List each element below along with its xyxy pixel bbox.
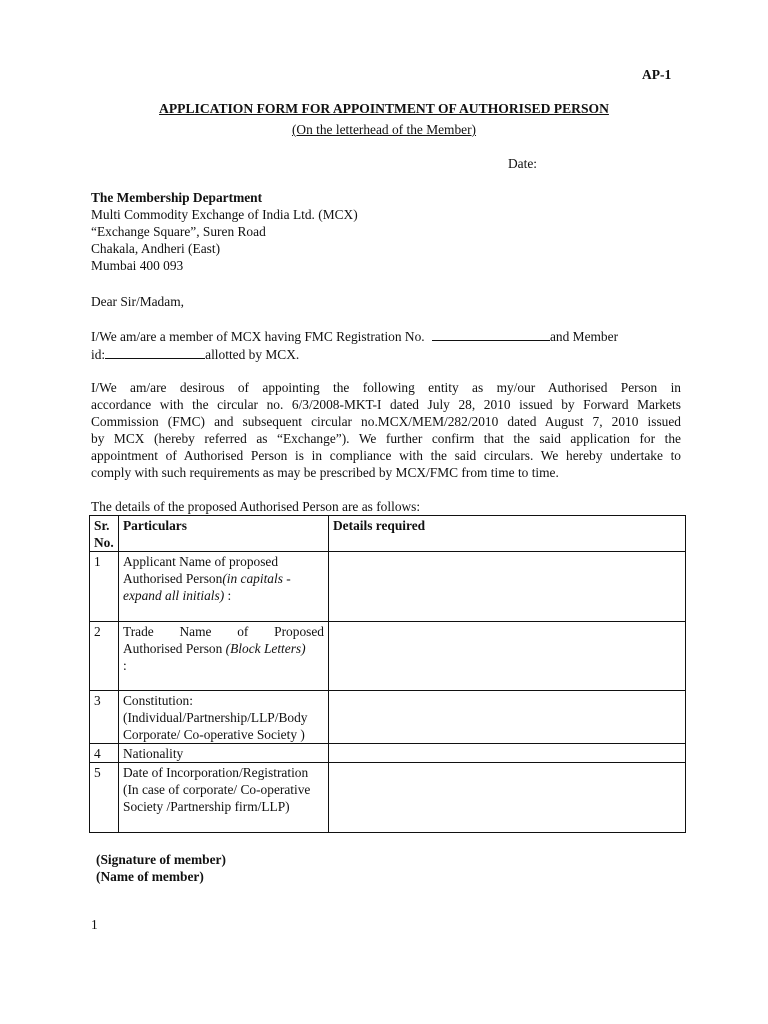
row-particulars: Applicant Name of proposed Authorised Person(in capitals - expand all initials) : (119, 552, 329, 622)
row-particulars: Trade Name of Proposed Authorised Person (Block Letters) : (119, 622, 329, 691)
para1-text-4: allotted by MCX. (205, 347, 300, 362)
row-particulars: Date of Incorporation/Registration (In case of corporate/ Co-operative Society /Partnership firm/LLP) (119, 763, 329, 833)
row-details-input[interactable] (329, 622, 686, 691)
row-sr: 3 (90, 691, 119, 744)
details-table (89, 515, 686, 833)
address-block (91, 189, 358, 274)
para1-text-1: I/We am/are a member of MCX having FMC Registration No. (91, 329, 425, 344)
row-sr: 2 (90, 622, 119, 691)
table-row (90, 552, 686, 622)
para2-line-4: by MCX (hereby referred as “Exchange”). We further confirm that the said application for the (91, 431, 681, 446)
page-number: 1 (91, 917, 98, 932)
member-id-blank[interactable] (105, 345, 205, 359)
para1-text-3: id: (91, 347, 106, 362)
row-sr: 1 (90, 552, 119, 622)
row-details-input[interactable] (329, 552, 686, 622)
table-row (90, 763, 686, 833)
table-intro: The details of the proposed Authorised Person are as follows: (91, 499, 421, 514)
date-label: Date: (508, 156, 537, 171)
address-department: The Membership Department (91, 190, 263, 205)
row-details-input[interactable] (329, 691, 686, 744)
para1-text-2: and Member (549, 329, 619, 344)
para2-line-2: accordance with the circular no. 6/3/2008-MKT-I dated July 28, 2010 issued by Forward Markets (91, 397, 681, 412)
para2-line-1: I/We am/are desirous of appointing the following entity as my/our Authorised Person in (91, 380, 681, 395)
membership-paragraph (91, 327, 681, 363)
document-subtitle: (On the letterhead of the Member) (291, 122, 477, 137)
row-details-input[interactable] (329, 744, 686, 763)
table-header-row (90, 516, 686, 552)
row-details-input[interactable] (329, 763, 686, 833)
signature-label: (Signature of member) (96, 852, 226, 867)
address-line-4: Mumbai 400 093 (91, 258, 184, 273)
member-name-label: (Name of member) (96, 869, 204, 884)
header-details-required: Details required (329, 516, 686, 552)
fmc-registration-blank[interactable] (432, 327, 550, 341)
row-sr: 5 (90, 763, 119, 833)
appointment-paragraph (91, 379, 681, 481)
row-sr: 4 (90, 744, 119, 763)
address-line-2: “Exchange Square”, Suren Road (91, 224, 266, 239)
table-row (90, 744, 686, 763)
row-particulars: Nationality (119, 744, 329, 763)
header-particulars: Particulars (119, 516, 329, 552)
table-row (90, 691, 686, 744)
row-particulars: Constitution: (Individual/Partnership/LLP/Body Corporate/ Co-operative Society ) (119, 691, 329, 744)
form-code: AP-1 (642, 67, 672, 82)
header-sr-no: Sr. No. (90, 516, 119, 552)
salutation: Dear Sir/Madam, (91, 294, 184, 309)
document-title: APPLICATION FORM FOR APPOINTMENT OF AUTHORISED PERSON (159, 101, 609, 116)
para2-line-3: Commission (FMC) and subsequent circular no.MCX/MEM/282/2010 dated August 7, 2010 issued (91, 414, 681, 429)
table-row (90, 622, 686, 691)
address-line-3: Chakala, Andheri (East) (91, 241, 221, 256)
address-line-1: Multi Commodity Exchange of India Ltd. (MCX) (91, 207, 358, 222)
para2-line-6: comply with such requirements as may be prescribed by MCX/FMC from time to time. (91, 465, 559, 480)
para2-line-5: appointment of Authorised Person is in compliance with the said circulars. We hereby undertake to (91, 448, 681, 463)
